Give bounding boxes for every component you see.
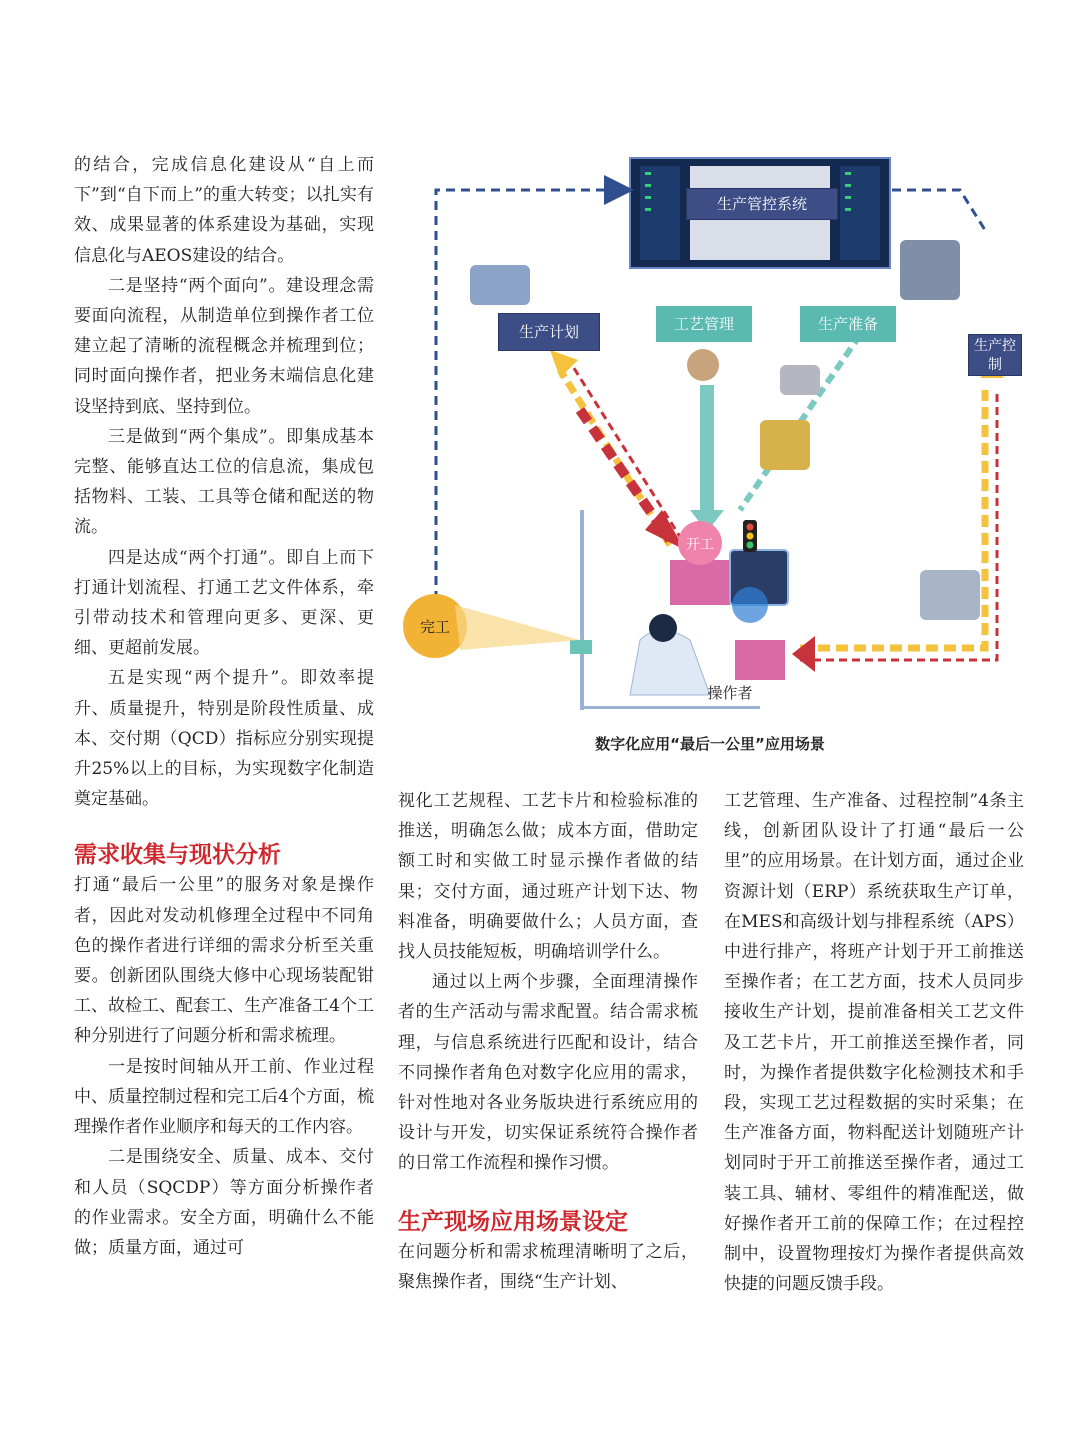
middle-column [398, 786, 698, 1297]
right-column [724, 786, 1024, 1299]
section-heading: 需求收集与现状分析 [74, 842, 281, 869]
section-heading: 生产现场应用场景设定 [398, 1208, 628, 1235]
paragraph: 打通“最后一公里”的服务对象是操作者，因此对发动机修理全过程中不同角色的操作者进行详细的需求分析至关重要。创新团队围绕大修中心现场装配钳工、故检工、配套工、生产准备工4个工种分别进行了问题分析和需求梳理。 [74, 875, 374, 1047]
label-process-management: 工艺管理 [656, 306, 752, 342]
paragraph: 三是做到“两个集成”。即集成基本完整、能够直达工位的信息流，集成包括物料、工装、工具等仓储和配送的物流。 [74, 426, 374, 538]
scenario-figure [400, 150, 1030, 720]
paragraph: 一是按时间轴从开工前、作业过程中、质量控制过程和完工后4个方面，梳理操作者作业顺序和每天的工作内容。 [74, 1056, 374, 1138]
figure-caption: 数字化应用“最后一公里”应用场景 [595, 735, 825, 753]
paragraph: 二是围绕安全、质量、成本、交付和人员（SQCDP）等方面分析操作者的作业需求。安全方面，明确什么不能做；质量方面，通过可 [74, 1147, 374, 1258]
label-finish: 完工 [419, 618, 450, 636]
label-operator: 操作者 [707, 684, 753, 702]
paragraph: 视化工艺规程、工艺卡片和检验标准的推送，明确怎么做；成本方面，借助定额工时和实做工时显示操作者做的结果；交付方面，通过班产计划下达、物料准备，明确要做什么；人员方面，查找人员技能短板，明确培训学什么。 [398, 791, 698, 963]
paragraph: 在问题分析和需求梳理清晰明了之后，聚焦操作者，围绕“生产计划、 [398, 1241, 698, 1292]
label-production-plan: 生产计划 [498, 313, 600, 351]
paragraph: 五是实现“两个提升”。即效率提升、质量提升，特别是阶段性质量、成本、交付期（QCD）指标应分别实现提升25%以上的目标，为实现数字化制造奠定基础。 [74, 668, 374, 810]
paragraph: 通过以上两个步骤，全面理清操作者的生产活动与需求配置。结合需求梳理，与信息系统进行匹配和设计，结合不同操作者角色对数字化应用的需求，针对性地对各业务版块进行系统应用的设计与开发，切实保证系统符合操作者的日常工作流程和操作习惯。 [398, 972, 698, 1174]
label-production-prep: 生产准备 [800, 306, 896, 342]
paragraph: 的结合，完成信息化建设从“自上而下”到“自下而上”的重大转变；以扎实有效、成果显著的体系建设为基础，实现信息化与AEOS建设的结合。 [74, 155, 374, 266]
left-column [74, 150, 374, 1263]
figure-graphics [400, 150, 1030, 720]
paragraph: 四是达成“两个打通”。即自上而下打通计划流程、打通工艺文件体系，牵引带动技术和管理向更多、更深、更细、更超前发展。 [74, 547, 374, 659]
label-start: 开工 [686, 537, 714, 553]
label-production-control-system: 生产管控系统 [686, 188, 838, 220]
feedback-loop-line [436, 190, 622, 600]
paragraph: 工艺管理、生产准备、过程控制”4条主线，创新团队设计了打通“最后一公里”的应用场景。在计划方面，通过企业资源计划（ERP）系统获取生产订单，在MES和高级计划与排程系统（APS）中进行排产，将班产计划于开工前推送至操作者；在工艺方面，技术人员同步接收生产计划，提前准备相关工艺文件及工艺卡片，开工前推送至操作者，同时，为操作者提供数字化检测技术和手段，实现工艺过程数据的实时采集；在生产准备方面，物料配送计划随班产计划同时于开工前推送至操作者，通过工装工具、辅材、零组件的精准配送，做好操作者开工前的保障工作；在过程控制中，设置物理按灯为操作者提供高效快捷的问题反馈手段。 [724, 791, 1024, 1295]
plan-flow [560, 370, 670, 545]
label-production-control: 生产控制 [968, 334, 1022, 376]
paragraph: 二是坚持“两个面向”。建设理念需要面向流程，从制造单位到操作者工位建立起了清晰的流程概念并梳理到位；同时面向操作者，把业务末端信息化建设坚持到底、坚持到位。 [74, 275, 374, 417]
